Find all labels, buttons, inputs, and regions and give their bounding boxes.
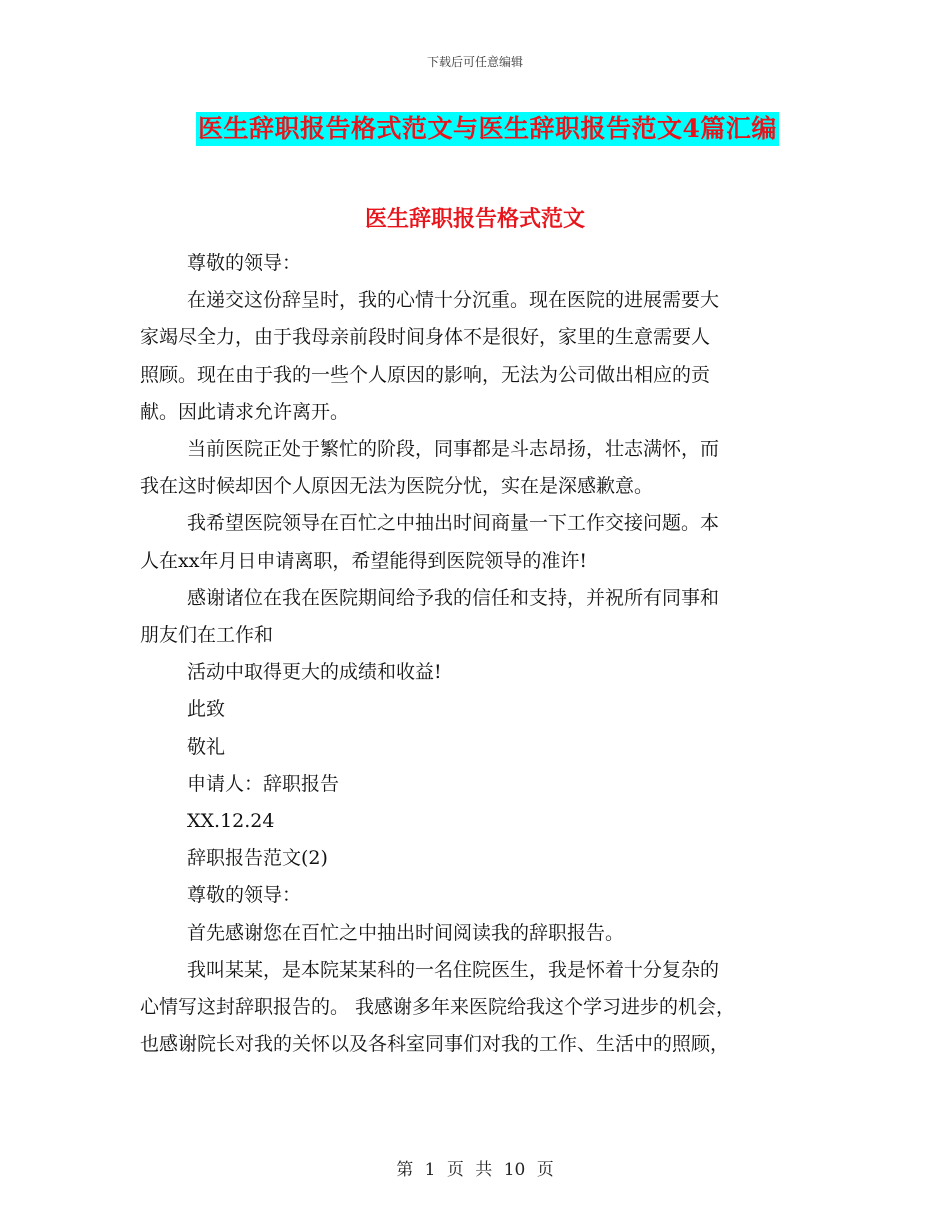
salutation: 尊敬的领导： — [187, 884, 302, 907]
body-line: 人在xx年月日申请离职，希望能得到医院领导的准许! — [140, 549, 588, 572]
section-title: 医生辞职报告格式范文 — [364, 206, 585, 232]
body-line: 在递交这份辞呈时，我的心情十分沉重。现在医院的进展需要大 — [187, 289, 720, 312]
body-line: 照顾。现在由于我的一些个人原因的影响，无法为公司做出相应的贡 — [140, 363, 711, 386]
body-line: 我在这时候却因个人原因无法为医院分忧，实在是深感歉意。 — [140, 475, 654, 498]
page-footer: 第 1 页 共 10 页 — [396, 1160, 554, 1180]
date-line: XX.12.24 — [187, 810, 275, 833]
body-line: 感谢诸位在我在医院期间给予我的信任和支持，并祝所有同事和 — [187, 586, 720, 609]
body-line: 献。因此请求允许离开。 — [140, 400, 350, 423]
salutation: 尊敬的领导： — [187, 252, 302, 274]
body-line: 我希望医院领导在百忙之中抽出时间商量一下工作交接问题。本 — [187, 512, 720, 535]
body-line: 我叫某某，是本院某某科的一名住院医生，我是怀着十分复杂的 — [187, 958, 720, 981]
document-title: 医生辞职报告格式范文与医生辞职报告范文4篇汇编 — [196, 112, 779, 146]
body-line: 心情写这封辞职报告的。 我感谢多年来医院给我这个学习进步的机会， — [140, 996, 736, 1019]
body-line: 朋友们在工作和 — [140, 624, 274, 647]
body-line: 首先感谢您在百忙之中抽出时间阅读我的辞职报告。 — [187, 921, 625, 944]
document-body — [140, 245, 820, 1063]
header-note: 下载后可任意编辑 — [426, 55, 523, 69]
applicant-line: 申请人：辞职报告 — [187, 772, 340, 795]
body-line: 也感谢院长对我的关怀以及各科室同事们对我的工作、生活中的照顾， — [140, 1033, 730, 1056]
body-line: 活动中取得更大的成绩和收益! — [187, 661, 442, 684]
body-line: 家竭尽全力，由于我母亲前段时间身体不是很好，家里的生意需要人 — [140, 326, 711, 349]
body-line: 当前医院正处于繁忙的阶段，同事都是斗志昂扬，壮志满怀，而 — [187, 438, 720, 461]
closing-line: 此致 — [187, 698, 226, 721]
closing-line: 敬礼 — [187, 735, 226, 758]
subsection-heading: 辞职报告范文(2) — [187, 847, 328, 870]
